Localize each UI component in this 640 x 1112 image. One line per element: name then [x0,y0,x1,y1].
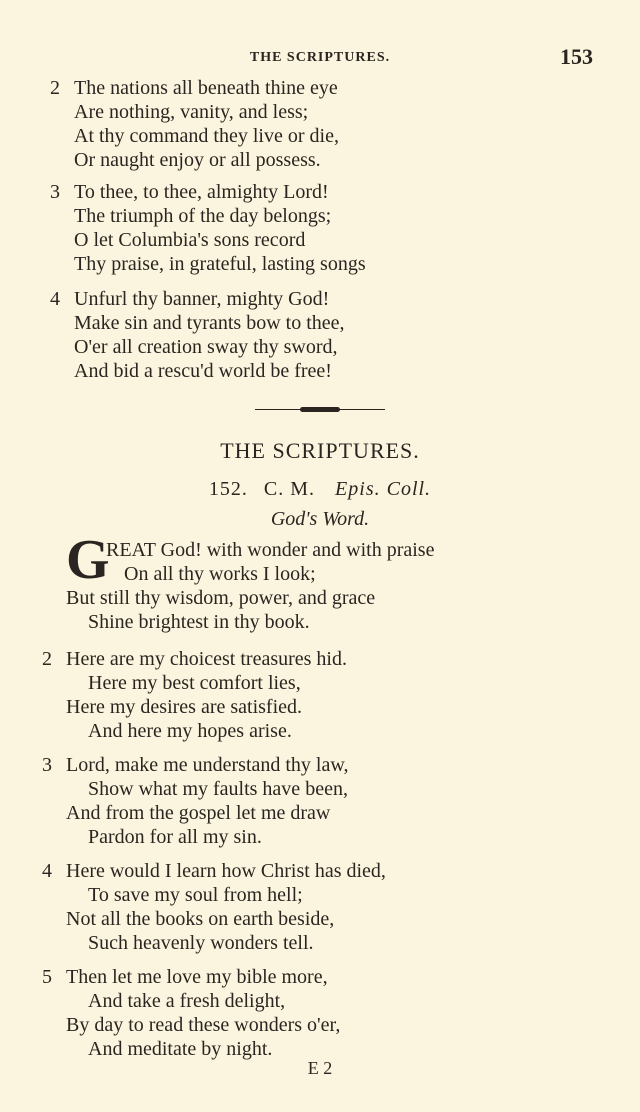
verse-line: And here my hopes arise. [88,720,292,742]
hymn-subtitle: God's Word. [270,508,370,530]
verse-line: And meditate by night. [88,1038,273,1060]
hymn-number: 152. [208,478,248,500]
verse-line: By day to read these wonders o'er, [66,1014,341,1036]
verse-line: Pardon for all my sin. [88,826,262,848]
verse-line: Then let me love my bible more, [66,966,328,988]
page-number: 153 [560,44,593,69]
verse-line: Shine brightest in thy book. [88,611,310,633]
verse-number: 4 [42,860,52,882]
verse-line: And bid a rescu'd world be free! [74,360,332,382]
verse-line: To save my soul from hell; [88,884,303,906]
verse-line: Make sin and tyrants bow to thee, [74,312,345,334]
verse-line: The triumph of the day belongs; [74,205,332,227]
verse-line: But still thy wisdom, power, and grace [66,587,376,609]
section-title: THE SCRIPTURES. [220,438,420,463]
verse-line: Unfurl thy banner, mighty God! [74,288,330,310]
verse-line: Lord, make me understand thy law, [66,754,349,776]
verse-line: Here would I learn how Christ has died, [66,860,386,882]
verse-line: Are nothing, vanity, and less; [74,101,309,123]
drop-cap: G [66,529,110,591]
verse-line: Thy praise, in grateful, lasting songs [74,253,366,275]
verse-line: On all thy works I look; [124,563,316,585]
verse-line: Such heavenly wonders tell. [88,932,314,954]
verse-line: O let Columbia's sons record [74,229,306,251]
running-title: THE SCRIPTURES. [249,50,391,65]
verse-number: 3 [42,754,52,776]
verse-line: And take a fresh delight, [88,990,286,1012]
hymn-author: Epis. Coll. [335,478,432,500]
signature-mark: E 2 [307,1058,333,1078]
verse-line: Here my desires are satisfied. [66,696,303,718]
verse-line: O'er all creation sway thy sword, [74,336,338,358]
verse-line: REAT God! with wonder and with praise [106,539,435,561]
verse-number: 4 [50,288,60,310]
verse-line: And from the gospel let me draw [66,802,331,824]
verse-number: 5 [42,966,52,988]
verse-line: Show what my faults have been, [88,778,348,800]
section-divider [255,407,385,412]
verse-line: Here my best comfort lies, [88,672,301,694]
verse-number: 2 [42,648,52,670]
verse-line: To thee, to thee, almighty Lord! [74,181,329,203]
verse-line: Not all the books on earth beside, [66,908,335,930]
verse-line: At thy command they live or die, [74,125,339,147]
verse-number: 2 [50,77,60,99]
verse-number: 3 [50,181,60,203]
verse-line: Here are my choicest treasures hid. [66,648,347,670]
verse-line: The nations all beneath thine eye [74,77,338,99]
hymn-heading [0,478,640,501]
verse-line: Or naught enjoy or all possess. [74,149,321,171]
hymn-meter: C. M. [263,478,316,500]
